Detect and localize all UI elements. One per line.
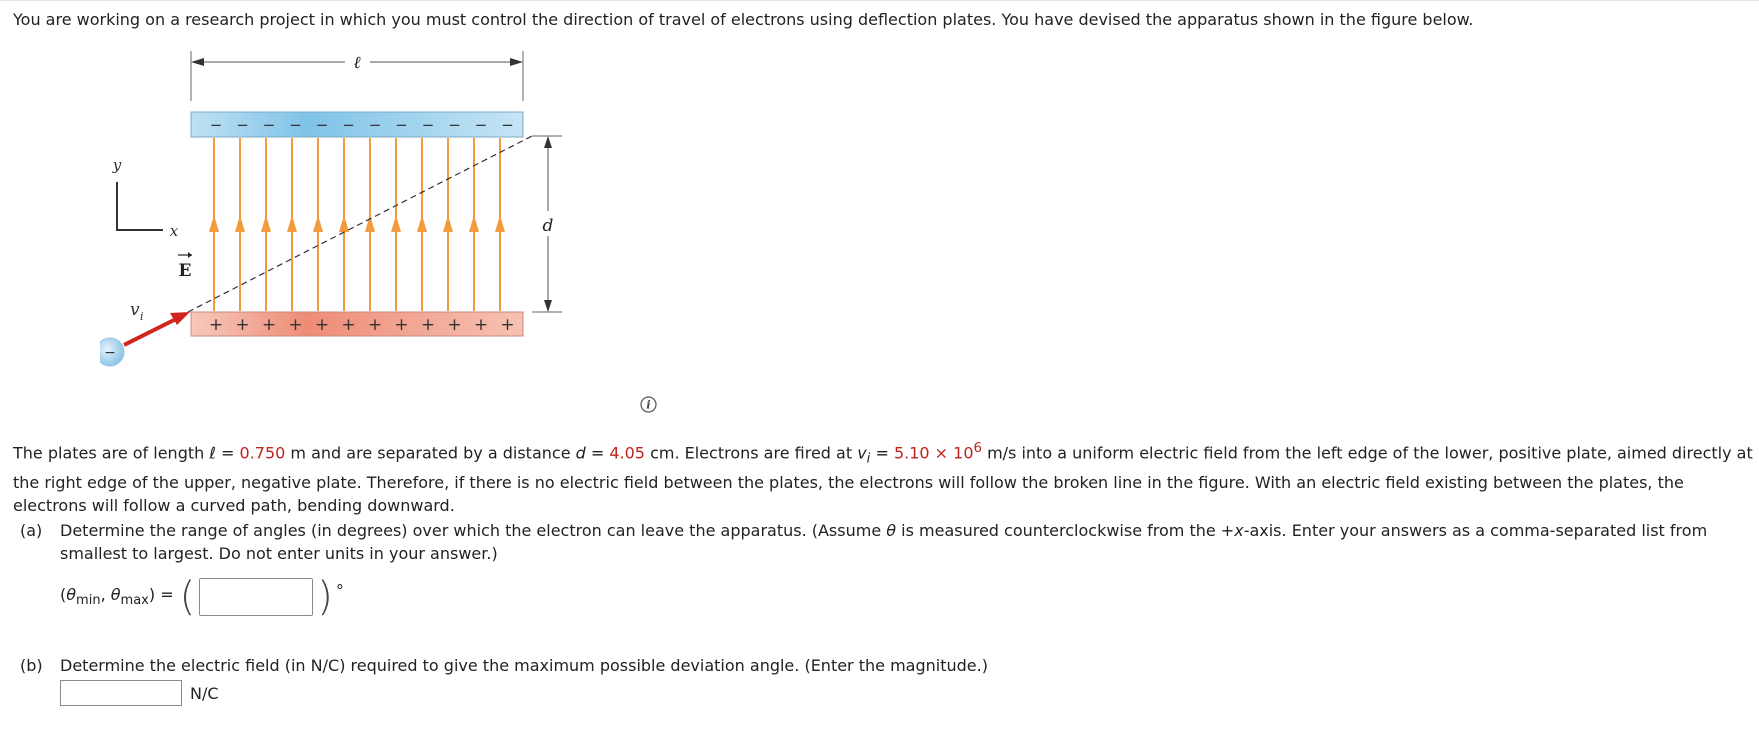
svg-text:i: i	[646, 398, 651, 412]
field-arrow	[287, 138, 297, 311]
efield-label-group	[178, 252, 192, 281]
negative-charge-sign: −	[289, 116, 302, 134]
field-arrow	[417, 138, 427, 311]
positive-charge-sign: +	[208, 315, 224, 335]
negative-charge-sign: −	[368, 116, 382, 134]
deflection-plates-figure	[100, 45, 720, 415]
negative-charge-sign: −	[501, 116, 514, 134]
part-a-answer-row	[60, 576, 344, 618]
electric-field-arrows	[209, 138, 505, 311]
problem-paragraph: The plates are of length ℓ = 0.750 m and are separated by a distance d = 4.05 cm. Electrons are fired at $v_i = 5.10 \times 10^6$ m/s into a uniform electric field from the left edge of the lower, positive plate, aimed directly at the right edge of the upper, negative plate. Therefore, if there is no electric field between the plates, the electrons will follow the broken line in the figure. With an electric field existing between the plates, the electrons will follow a curved path, bending downward.	[13, 441, 1753, 515]
top-divider	[0, 0, 1759, 5]
negative-charge-sign: −	[315, 116, 329, 134]
negative-charge-sign: −	[262, 116, 276, 134]
d-symbol: d	[575, 443, 586, 463]
positive-charge-sign: +	[500, 315, 515, 335]
x-axis-label: x	[169, 222, 179, 240]
electron	[100, 338, 124, 366]
positive-charge-sign: +	[261, 315, 277, 335]
y-axis-label: y	[112, 156, 122, 174]
velocity-subscript: i	[140, 310, 144, 323]
velocity-value: 5.10	[893, 443, 930, 463]
negative-charge-sign: −	[342, 116, 355, 134]
positive-charge-sign: +	[288, 315, 303, 335]
angle-range-input[interactable]	[199, 578, 313, 616]
length-value: 0.750	[239, 443, 286, 463]
field-arrow	[313, 138, 323, 311]
electron-sign: −	[104, 345, 116, 361]
positive-charge-sign: +	[367, 315, 383, 335]
separation-label: d	[542, 216, 554, 236]
negative-charge-sign: −	[395, 116, 408, 134]
separation-value: 4.05	[609, 443, 645, 463]
negative-charge-sign: −	[474, 116, 488, 134]
positive-charge-sign: +	[394, 315, 409, 335]
field-arrow	[261, 138, 271, 311]
part-a-label: (a)	[20, 521, 43, 540]
positive-charge-sign: +	[420, 315, 436, 335]
field-arrow	[443, 138, 453, 311]
open-paren: (	[179, 574, 196, 620]
velocity-label: v	[130, 300, 140, 320]
positive-charge-sign: +	[473, 315, 489, 335]
electric-field-input[interactable]	[60, 680, 182, 706]
positive-charge-sign: +	[341, 315, 356, 335]
length-dimension	[191, 51, 523, 101]
field-arrow	[495, 138, 505, 311]
field-arrow	[391, 138, 401, 311]
intro-text: You are working on a research project in which you must control the direction of travel of electrons using deflection plates. You have devised the apparatus shown in the figure below.	[13, 10, 1474, 29]
info-icon[interactable]	[640, 396, 657, 413]
part-b-label: (b)	[20, 656, 43, 675]
efield-label: E	[178, 261, 192, 281]
field-arrow	[339, 138, 349, 311]
unit-label: N/C	[190, 683, 219, 703]
field-arrow	[365, 138, 375, 311]
negative-charge-sign: −	[448, 116, 461, 134]
part-b-answer-row	[60, 680, 219, 706]
degree-symbol: °	[335, 580, 344, 600]
part-a-question: (a) Determine the range of angles (in degrees) over which the electron can leave the apparatus. (Assume θ is measured counterclockwise from the +x-axis. Enter your answers as a comma-separated list from smallest to largest. Do not enter units in your answer.)	[20, 521, 1708, 563]
negative-charge-sign: −	[421, 116, 435, 134]
part-b-question: (b) Determine the electric field (in N/C) required to give the maximum possible deviation angle. (Enter the magnitude.)	[20, 656, 988, 675]
separation-dimension	[532, 136, 562, 312]
close-paren: )	[317, 574, 333, 620]
coordinate-axes	[112, 156, 179, 240]
positive-charge-sign: +	[314, 315, 330, 335]
theta-range-label: ($\theta_{min}$, $\theta_{max}$) =	[60, 585, 174, 609]
velocity-symbol: v	[857, 443, 867, 463]
field-arrow	[209, 138, 219, 311]
negative-charge-sign: −	[236, 116, 249, 134]
negative-charge-sign: −	[209, 116, 223, 134]
length-symbol: ℓ	[209, 443, 216, 463]
length-label: ℓ	[353, 53, 361, 73]
positive-charge-sign: +	[447, 315, 462, 335]
positive-charge-sign: +	[235, 315, 250, 335]
field-arrow	[235, 138, 245, 311]
